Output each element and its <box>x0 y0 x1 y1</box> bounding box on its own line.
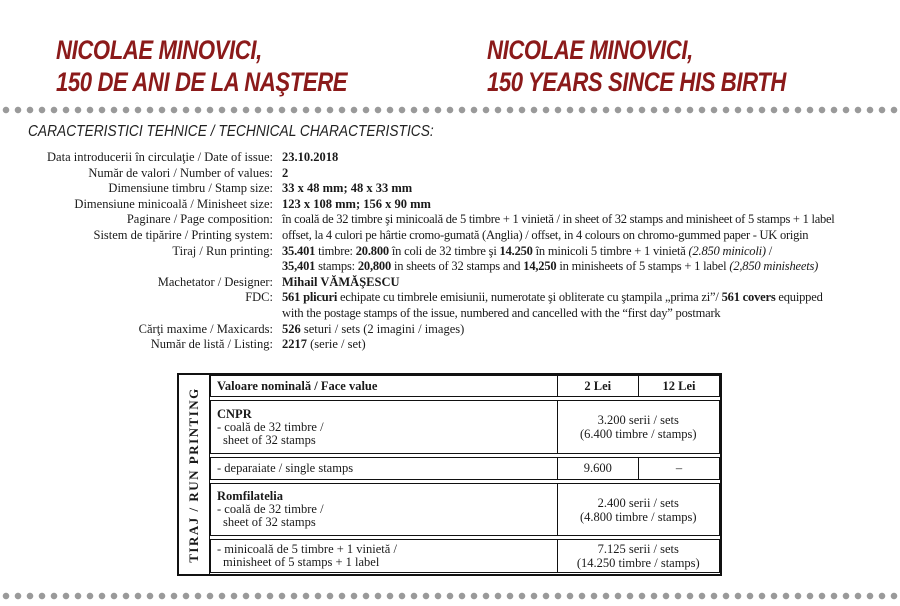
header-face-value: Valoare nominală / Face value <box>211 376 558 397</box>
single-qty-12-lei: – <box>638 458 719 480</box>
spec-label: Sistem de tipărire / Printing system: <box>93 227 273 242</box>
table-side-label: TIRAJ / RUN PRINTING <box>179 375 210 574</box>
spec-label: Cărţi maxime / Maxicards: <box>138 321 273 336</box>
section-heading: CARACTERISTICI TEHNICE / TECHNICAL CHARACTERISTICS: <box>28 123 434 140</box>
spec-fdc <box>14 290 884 321</box>
spec-value: 123 x 108 mm; 156 x 90 mm <box>282 196 431 211</box>
romfilatelia-label: Romfilatelia <box>217 489 283 503</box>
single-qty-2-lei: 9.600 <box>557 458 638 480</box>
romfilatelia-sheet-quantity: 2.400 serii / sets (4.800 timbre / stamps) <box>557 484 719 536</box>
spec-value: 35.401 timbre: 20.800 în coli de 32 timbre şi 14.250 în minicoli 5 timbre + 1 vinietă (2.850 minicoli) / 35,401 stamps: 20,800 in sheets of 32 stamps and 14,250 in minisheets of 5 stamps + 1 label (2,850 minisheets) <box>282 243 819 274</box>
spec-value: Mihail VĂMĂŞESCU <box>282 274 400 289</box>
title-ro-line2: 150 DE ANI DE LA NAŞTERE <box>56 67 348 97</box>
spec-value: 2217 (serie / set) <box>282 337 366 352</box>
specs-list <box>14 150 884 353</box>
title-en-line2: 150 YEARS SINCE HIS BIRTH <box>487 67 786 97</box>
title-en-line1: NICOLAE MINOVICI, <box>487 35 693 65</box>
dotted-divider-bottom <box>2 592 900 600</box>
spec-issue-date <box>14 150 884 166</box>
header-value-2: 12 Lei <box>638 376 719 397</box>
dotted-divider-top <box>2 106 900 114</box>
spec-label: Paginare / Page composition: <box>126 212 273 227</box>
spec-minisheet-size <box>14 197 884 213</box>
spec-printing-system <box>14 228 884 244</box>
spec-value: offset, la 4 culori pe hârtie cromo-gumată (Anglia) / offset, in 4 colours on chromo-gummed paper - UK origin <box>282 227 809 242</box>
table-row-cnpr-single: - deparaiate / single stamps 9.600 – <box>211 458 720 480</box>
spec-value: în coală de 32 timbre şi minicoală de 5 timbre + 1 vinietă / in sheet of 32 stamps and minisheet of 5 stamps + 1 label <box>282 212 835 227</box>
table-row-cnpr-sheet: CNPR - coală de 32 timbre / sheet of 32 stamps 3.200 serii / sets (6.400 timbre / stamps) <box>211 401 720 454</box>
cnpr-sheet-quantity: 3.200 serii / sets (6.400 timbre / stamps) <box>557 401 719 454</box>
spec-designer <box>14 275 884 291</box>
spec-label: Dimensiune minicoală / Minisheet size: <box>74 196 273 211</box>
spec-run-printing <box>14 244 884 275</box>
spec-label: Tiraj / Run printing: <box>172 243 273 258</box>
run-printing-table <box>177 373 722 576</box>
spec-value: 526 seturi / sets (2 imagini / images) <box>282 321 465 336</box>
title-romanian <box>56 34 347 98</box>
spec-value: 23.10.2018 <box>282 150 339 164</box>
spec-value: 2 <box>282 165 289 180</box>
spec-value: 561 plicuri echipate cu timbrele emisiunii, numerotate şi obliterate cu ştampila „prima zi”/ 561 covers equipped with the postage stamps of the issue, numbered and cancelled with the “first day” postmark <box>282 290 823 320</box>
table-header-row <box>211 376 720 397</box>
spec-label: FDC: <box>245 290 273 305</box>
spec-maxicards <box>14 322 884 338</box>
spec-value: 33 x 48 mm; 48 x 33 mm <box>282 181 413 196</box>
title-english <box>487 34 786 98</box>
quantities-table <box>210 375 720 573</box>
spec-label: Machetator / Designer: <box>157 274 273 289</box>
romfilatelia-minisheet-quantity: 7.125 serii / sets (14.250 timbre / stamps) <box>557 540 719 573</box>
title-ro-line1: NICOLAE MINOVICI, <box>56 35 262 65</box>
spec-listing <box>14 337 884 353</box>
spec-num-values <box>14 166 884 182</box>
spec-label: Dimensiune timbru / Stamp size: <box>108 181 273 196</box>
spec-stamp-size <box>14 181 884 197</box>
cnpr-label: CNPR <box>217 406 252 421</box>
header-value-1: 2 Lei <box>557 376 638 397</box>
spec-label: Număr de listă / Listing: <box>150 337 273 352</box>
table-row-romfilatelia-sheet: Romfilatelia - coală de 32 timbre / sheet of 32 stamps 2.400 serii / sets (4.800 timbre / stamps) <box>211 484 720 536</box>
spec-label: Data introducerii în circulaţie / Date of issue: <box>47 150 273 164</box>
spec-page-composition <box>14 212 884 228</box>
spec-label: Număr de valori / Number of values: <box>88 165 273 180</box>
table-row-romfilatelia-minisheet: - minicoală de 5 timbre + 1 vinietă / minisheet of 5 stamps + 1 label 7.125 serii / sets (14.250 timbre / stamps) <box>211 540 720 573</box>
